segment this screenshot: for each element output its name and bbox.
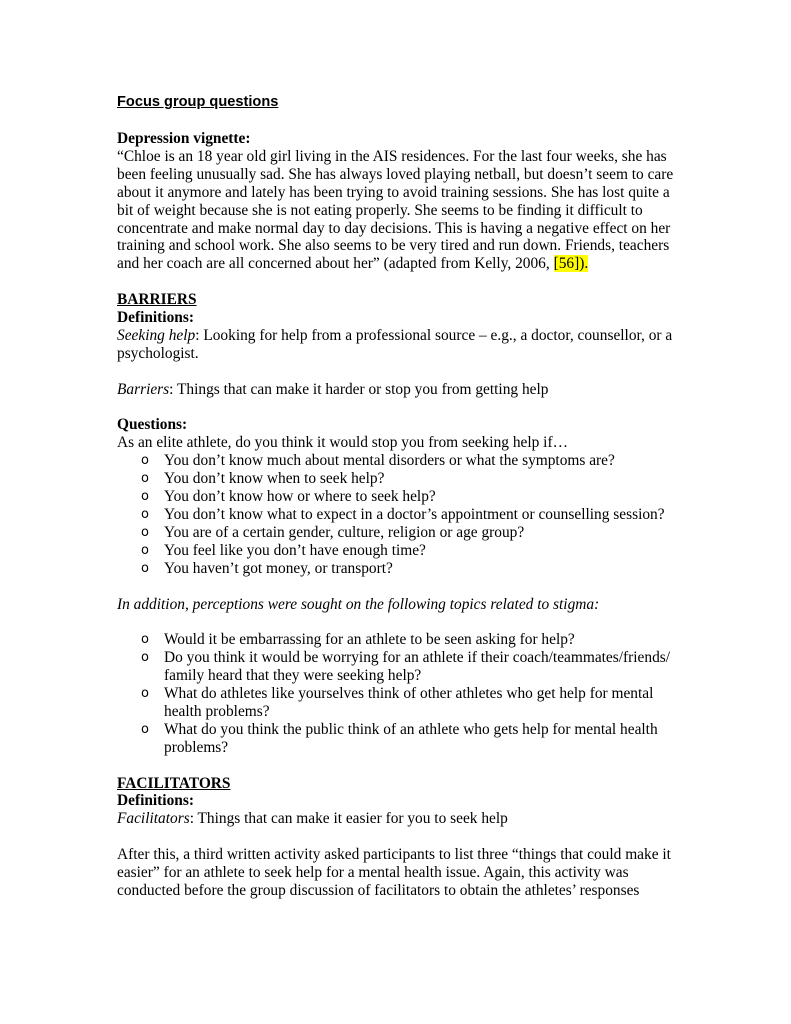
vignette-body: “Chloe is an 18 year old girl living in the AIS residences. For the last four weeks, she has been feeling unusually sad. She has always loved playing netball, but doesn’t seem to care about it anymore and lately has been trying to avoid training sessions. She has lost quite a bit of weight because she is not eating properly. She seems to be finding it difficult to concentrate and make normal day to day decisions. This is having a negative effect on her training and school work. She also seems to be very tired and run down. Friends, teachers and her coach are all concerned about her” (adapted from Kelly, 2006, (117, 147, 674, 273)
question-text: You haven’t got money, or transport? (164, 559, 393, 577)
bullet-icon: o (141, 489, 149, 505)
list-item (141, 505, 687, 524)
list-item (141, 470, 687, 488)
bullet-icon: o (141, 632, 149, 648)
document-content (117, 93, 687, 900)
barriers-definitions-heading: Definitions: (117, 309, 194, 327)
question-text: You don’t know how or where to seek help? (164, 488, 436, 506)
bullet-icon: o (141, 524, 149, 540)
seeking-help-term: Seeking help (117, 326, 196, 344)
facilitators-def: : Things that can make it easier for you to seek help (189, 810, 508, 828)
questions-heading: Questions: (117, 416, 188, 434)
stigma-question-text: What do athletes like yourselves think of other athletes who get help for mental health problems? (164, 685, 654, 720)
vignette-citation: [56]). (553, 255, 589, 273)
facilitators-heading: FACILITATORS (117, 774, 231, 792)
bullet-icon: o (141, 453, 149, 469)
vignette-heading: Depression vignette: (117, 130, 251, 147)
bullet-icon: o (141, 506, 149, 522)
barriers-def: : Things that can make it harder or stop you from getting help (169, 380, 549, 398)
questions-intro: As an elite athlete, do you think it would stop you from seeking help if… (117, 434, 568, 452)
bullet-icon: o (141, 650, 149, 666)
barriers-definition (117, 381, 687, 399)
question-text: You are of a certain gender, culture, religion or age group? (164, 523, 525, 541)
list-item (141, 720, 687, 757)
bullet-icon: o (141, 686, 149, 702)
facilitators-term: Facilitators (117, 810, 190, 828)
list-item (141, 685, 687, 721)
question-text: You don’t know much about mental disorders or what the symptoms are? (164, 452, 615, 470)
list-item (141, 559, 687, 578)
page-title: Focus group questions (117, 94, 279, 110)
bullet-icon: o (141, 542, 149, 558)
seeking-help-definition (117, 327, 687, 363)
list-item (141, 631, 687, 649)
stigma-intro: In addition, perceptions were sought on the following topics related to stigma: (117, 595, 600, 613)
question-text: You don’t know what to expect in a doctor’s appointment or counselling session? (164, 505, 665, 523)
closing-paragraph: After this, a third written activity asked participants to list three “things that could make it easier” for an athlete to seek help for a mental health issue. Again, this activity was conducted before the group discussion of facilitators to obtain the athletes’ responses (117, 846, 671, 899)
bullet-icon: o (141, 471, 149, 487)
stigma-question-text: Do you think it would be worrying for an athlete if their coach/teammates/friends/ family heard that they were seeking help? (164, 649, 671, 685)
stigma-question-list (117, 631, 687, 756)
list-item (141, 452, 687, 470)
stigma-question-text: What do you think the public think of an athlete who gets help for mental health problems? (164, 720, 658, 756)
list-item (141, 541, 687, 560)
question-text: You feel like you don’t have enough time? (164, 541, 426, 559)
question-text: You don’t know when to seek help? (164, 470, 385, 488)
list-item (141, 488, 687, 506)
list-item (141, 649, 687, 685)
stigma-question-text: Would it be embarrassing for an athlete to be seen asking for help? (164, 631, 575, 649)
list-item (141, 523, 687, 542)
barriers-heading: BARRIERS (117, 291, 197, 309)
facilitators-definitions-heading: Definitions: (117, 792, 194, 810)
bullet-icon: o (141, 560, 149, 576)
seeking-help-def: : Looking for help from a professional source – e.g., a doctor, counsellor, or a psychologist. (117, 326, 673, 362)
barriers-question-list (117, 452, 687, 577)
barriers-term: Barriers (117, 380, 170, 398)
bullet-icon: o (141, 721, 149, 737)
facilitators-definition (117, 810, 687, 828)
vignette-text (117, 148, 687, 273)
